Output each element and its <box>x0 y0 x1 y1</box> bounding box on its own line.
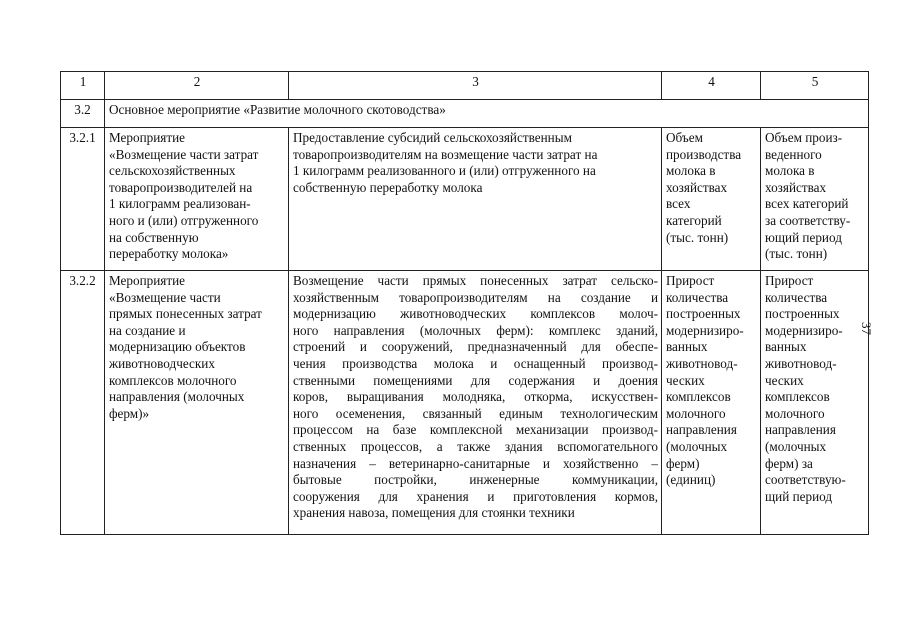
text-line: всех категорий <box>765 196 849 212</box>
text-line: хозяйствах <box>765 179 827 195</box>
text-line: хозяйственным товаропроизводителям на создание и <box>293 289 658 305</box>
text-line: ственными помещениями для содержания и доения <box>293 372 658 388</box>
text-line: построенных <box>666 306 741 322</box>
text-line: категорий <box>666 212 722 228</box>
text-line: 1 килограмм реализован- <box>109 196 251 212</box>
text-line: построенных <box>765 306 840 322</box>
row-number: 3.2.1 <box>61 128 105 271</box>
text-line: веденного <box>765 146 822 162</box>
header-row <box>61 72 869 100</box>
text-line: ческих <box>666 372 705 388</box>
text-line: коров, выращивания молодняка, откорма, искусствен- <box>293 389 658 405</box>
text-line: молока в <box>666 163 716 179</box>
text-line: товаропроизводителей на <box>109 179 253 195</box>
text-line: направления (молочных <box>109 389 245 405</box>
header-cell-2: 2 <box>105 72 289 100</box>
text-line: комплексов <box>765 389 830 405</box>
text-line: (молочных <box>666 438 728 454</box>
text-line: щий период <box>765 488 833 504</box>
text-line: товаропроизводителям на возмещение части затрат на <box>293 146 598 162</box>
indicator-cell <box>662 128 761 271</box>
page-number: 37 <box>859 322 874 335</box>
text-line: ющий период <box>765 229 842 245</box>
text-line: Предоставление субсидий сельскохозяйственным <box>293 130 572 145</box>
text-line: молока в <box>765 163 815 179</box>
text-line: ванных <box>666 339 708 355</box>
text-line: животновод- <box>666 355 738 371</box>
text-line: сооружения для хранения и приготовления кормов, <box>293 488 658 504</box>
text-line: модернизиро- <box>666 322 744 338</box>
text-line: ного и (или) отгруженного <box>109 212 259 228</box>
text-line: переработку молока» <box>109 246 229 262</box>
text-line: направления <box>666 422 737 438</box>
text-line: количества <box>765 289 828 305</box>
text-line: 1 килограмм реализованного и (или) отгруженного на <box>293 163 596 179</box>
measure-description-cell <box>289 271 662 535</box>
text-line: Мероприятие <box>109 130 186 145</box>
result-cell <box>761 128 869 271</box>
text-line: всех <box>666 196 691 212</box>
text-line: сельскохозяйственных <box>109 163 236 179</box>
text-line: производства <box>666 146 742 162</box>
text-line: комплексов <box>666 389 731 405</box>
text-line: Мероприятие <box>109 273 186 288</box>
text-line: животновод- <box>765 355 837 371</box>
text-line: Объем <box>666 130 703 145</box>
text-line: модернизацию животноводческих комплексов молоч- <box>293 306 658 322</box>
text-line: за соответству- <box>765 212 851 228</box>
text-line: собственную переработку молока <box>293 179 483 195</box>
text-line: «Возмещение части затрат <box>109 146 259 162</box>
text-line: животноводческих <box>109 355 215 371</box>
text-line: Прирост <box>765 273 814 288</box>
text-line: бытовые постройки, инженерные коммуникации, <box>293 472 658 488</box>
measure-name-cell <box>105 128 289 271</box>
header-cell-5: 5 <box>761 72 869 100</box>
header-cell-1: 1 <box>61 72 105 100</box>
text-line: направления <box>765 422 836 438</box>
text-line: ванных <box>765 339 807 355</box>
text-line: (молочных <box>765 438 827 454</box>
text-line: ферм)» <box>109 405 150 421</box>
text-line: ферм) за <box>765 455 813 471</box>
text-line: ферм) <box>666 455 700 471</box>
text-line: хозяйствах <box>666 179 728 195</box>
table-row <box>61 271 869 535</box>
text-line: назначения – ветеринарно-санитарные и хозяйственно – <box>293 455 658 471</box>
text-line: (тыс. тонн) <box>765 246 828 262</box>
text-line: Прирост <box>666 273 715 288</box>
text-line: количества <box>666 289 729 305</box>
text-line: хранения навоза, помещения для стоянки техники <box>293 505 575 521</box>
measure-description-cell <box>289 128 662 271</box>
table-row <box>61 128 869 271</box>
text-line: чения производства молока и оснащенный производ- <box>293 355 658 371</box>
text-line: «Возмещение части <box>109 289 221 305</box>
text-line: модернизацию объектов <box>109 339 246 355</box>
text-line: Объем произ- <box>765 130 843 145</box>
header-cell-3: 3 <box>289 72 662 100</box>
row-number: 3.2.2 <box>61 271 105 535</box>
text-line: ного осеменения, связанный единым технологическим <box>293 405 658 421</box>
header-cell-4: 4 <box>662 72 761 100</box>
text-line: (тыс. тонн) <box>666 229 729 245</box>
text-line: процессом на базе комплексной механизации производ- <box>293 422 658 438</box>
text-line: на собственную <box>109 229 199 245</box>
indicator-cell <box>662 271 761 535</box>
text-line: прямых понесенных затрат <box>109 306 262 322</box>
measures-table <box>60 71 869 535</box>
text-line: комплексов молочного <box>109 372 237 388</box>
section-number: 3.2 <box>61 100 105 128</box>
text-line: (единиц) <box>666 472 716 488</box>
text-line: молочного <box>765 405 825 421</box>
text-line: на создание и <box>109 322 186 338</box>
text-line: соответствую- <box>765 472 846 488</box>
section-row <box>61 100 869 128</box>
text-line: строений и сооружений, предназначенный для обеспе- <box>293 339 658 355</box>
text-line: Возмещение части прямых понесенных затрат сельско- <box>293 273 658 288</box>
text-line: ческих <box>765 372 804 388</box>
text-line: ственных процессов, а также здания вспомогательного <box>293 438 658 454</box>
section-title: Основное мероприятие «Развитие молочного скотоводства» <box>105 100 869 128</box>
text-line: молочного <box>666 405 726 421</box>
text-line: модернизиро- <box>765 322 843 338</box>
text-line: ного направления (молочных ферм): комплекс зданий, <box>293 322 658 338</box>
measure-name-cell <box>105 271 289 535</box>
result-cell <box>761 271 869 535</box>
